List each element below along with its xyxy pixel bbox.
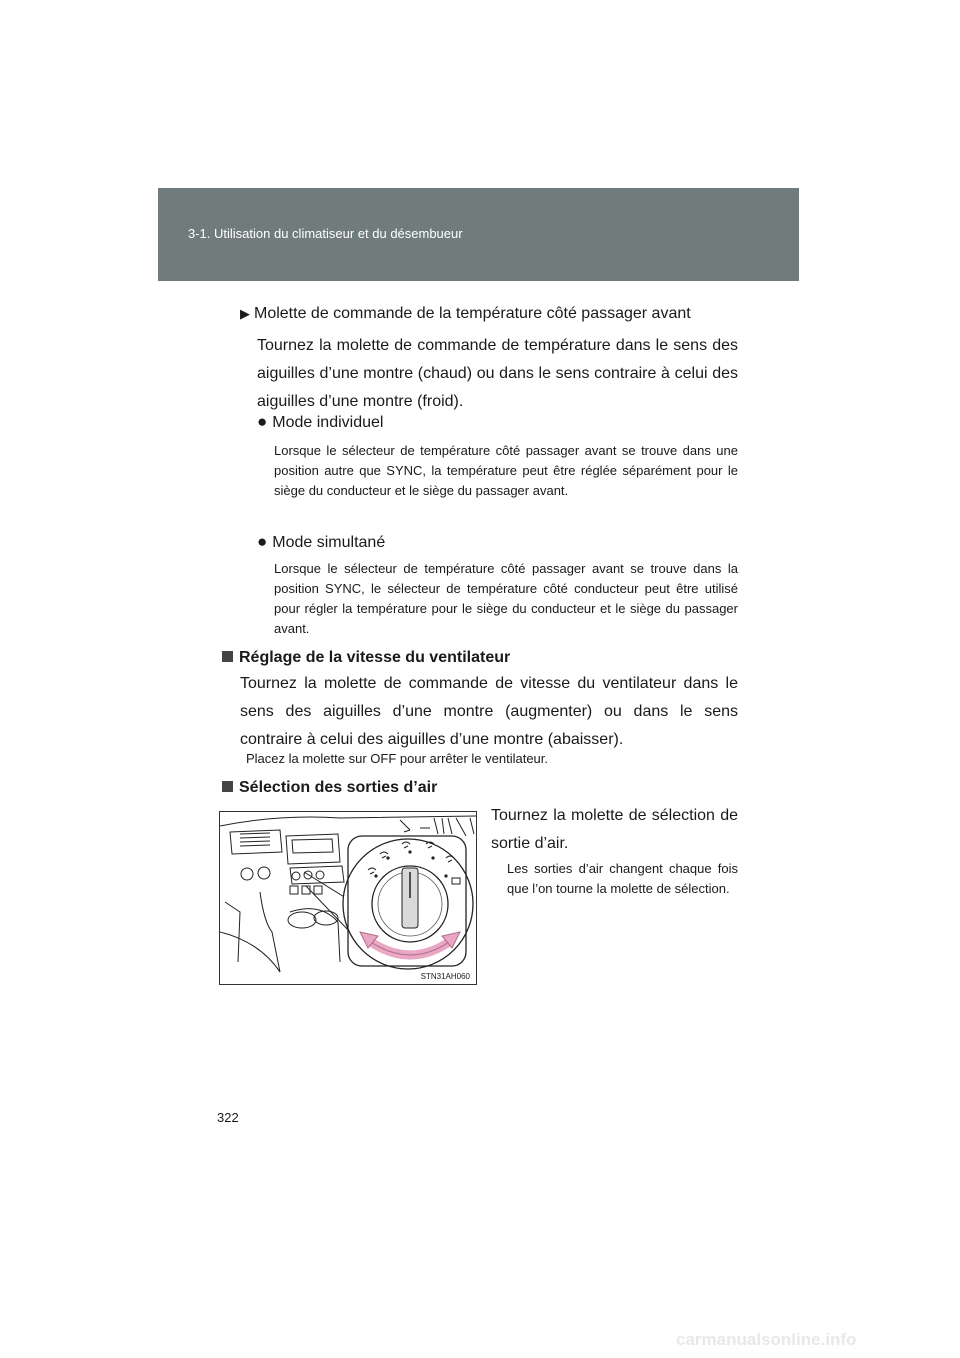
mode-individual-title: Mode individuel — [272, 414, 384, 431]
section-title: 3-1. Utilisation du climatiseur et du désembueur — [188, 226, 463, 241]
mode-simultaneous-text: Lorsque le sélecteur de température côté passager avant se trouve dans la position SYNC, le sélecteur de température côté conducteur peut être utilisé pour régler la température pour le siège du conducteur et le siège du passager avant. — [274, 561, 738, 636]
mode-individual-body — [274, 441, 738, 501]
figure-code: STN31AH060 — [420, 972, 470, 981]
outlet-section-description — [491, 802, 738, 858]
mode-simultaneous-title: Mode simultané — [272, 534, 386, 551]
square-bullet-icon — [222, 651, 233, 662]
circle-bullet-icon: ● — [257, 532, 268, 551]
dashboard-drawing — [220, 812, 476, 984]
passenger-dial-text: Tournez la molette de commande de température dans le sens des aiguilles d’une montre (chaud) ou dans le sens contraire à celui des aiguilles d’une montre (froid). — [257, 337, 738, 410]
passenger-dial-heading-text: Molette de commande de la température côté passager avant — [254, 305, 691, 322]
mode-simultaneous — [257, 530, 738, 555]
page-number: 322 — [217, 1110, 239, 1125]
outlet-section-note — [507, 859, 738, 899]
passenger-dial-subheading — [240, 302, 738, 326]
fan-section-note — [246, 749, 738, 769]
fan-note: Placez la molette sur OFF pour arrêter le ventilateur. — [246, 751, 549, 766]
mode-individual — [257, 410, 738, 435]
outlet-heading-text: Sélection des sorties d’air — [239, 779, 438, 796]
passenger-dial-description — [257, 332, 738, 416]
fan-section-heading — [222, 646, 738, 670]
outlet-section-heading — [222, 776, 738, 800]
circle-bullet-icon: ● — [257, 412, 268, 431]
air-outlet-dial-illustration — [219, 811, 477, 985]
fan-section-description — [240, 670, 738, 754]
outlet-note: Les sorties d’air changent chaque fois que l’on tourne la molette de sélection. — [507, 861, 738, 896]
triangle-bullet-icon: ▶ — [240, 306, 250, 321]
square-bullet-icon — [222, 781, 233, 792]
mode-simultaneous-body — [274, 559, 738, 639]
outlet-text: Tournez la molette de sélection de sortie d’air. — [491, 807, 738, 852]
chapter-header-band — [158, 188, 799, 281]
mode-individual-text: Lorsque le sélecteur de température côté passager avant se trouve dans une position autre que SYNC, la température peut être réglée séparément pour le siège du conducteur et le siège du passager avant. — [274, 443, 738, 498]
fan-heading-text: Réglage de la vitesse du ventilateur — [239, 649, 511, 666]
footer-watermark: carmanualsonline.info — [676, 1330, 857, 1349]
fan-text: Tournez la molette de commande de vitesse du ventilateur dans le sens des aiguilles d’une montre (augmenter) ou dans le sens contraire à celui des aiguilles d’une montre (abaisser). — [240, 675, 738, 748]
